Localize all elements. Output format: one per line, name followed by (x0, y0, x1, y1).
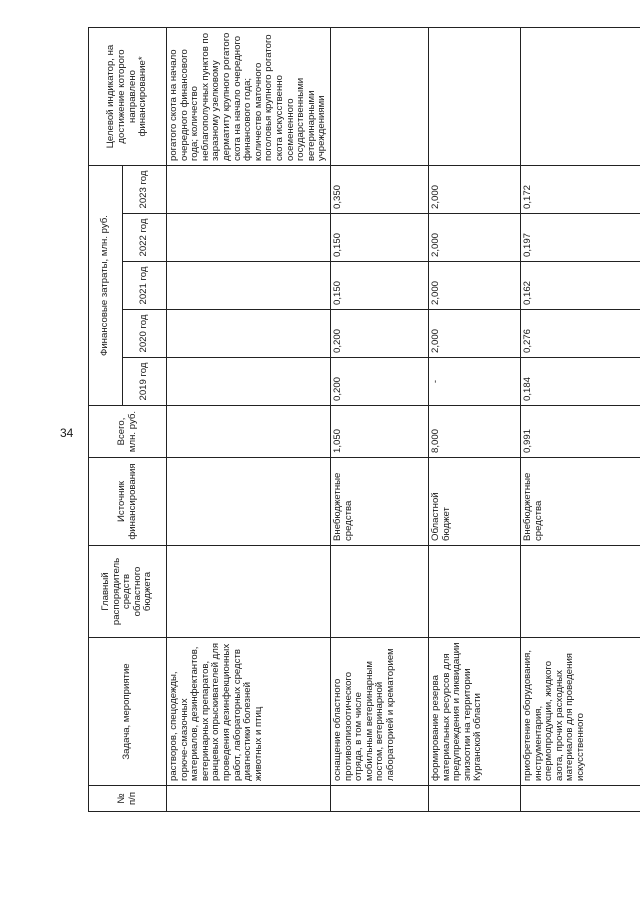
cell-2023 (167, 165, 331, 213)
cell-2022 (167, 214, 331, 262)
cell-total: 0,991 (520, 406, 640, 458)
cell-2019: - (428, 358, 520, 406)
page-number: 34 (60, 426, 74, 440)
table-row (520, 27, 640, 811)
cell-manager (520, 546, 640, 638)
cell-2022: 0,150 (330, 214, 428, 262)
header-source: Источник финансирования (89, 458, 167, 546)
cell-2021: 0,150 (330, 262, 428, 310)
cell-manager (330, 546, 428, 638)
cell-manager (167, 546, 331, 638)
cell-2023: 0,172 (520, 165, 640, 213)
cell-no (428, 786, 520, 812)
table-row (428, 27, 520, 811)
cell-indicator (428, 27, 520, 165)
header-2019: 2019 год (123, 358, 167, 406)
rotated-table-sheet (88, 28, 614, 812)
header-2023: 2023 год (123, 165, 167, 213)
cell-source (167, 458, 331, 546)
cell-indicator (520, 27, 640, 165)
cell-2020: 0,276 (520, 310, 640, 358)
cell-total (167, 406, 331, 458)
header-2022: 2022 год (123, 214, 167, 262)
financing-table (88, 27, 640, 812)
cell-source: Областной бюджет (428, 458, 520, 546)
header-manager: Главный распорядитель средств областного бюджета (89, 546, 167, 638)
cell-2021 (167, 262, 331, 310)
header-no: № п/п (89, 786, 167, 812)
cell-no (520, 786, 640, 812)
cell-2022: 2,000 (428, 214, 520, 262)
cell-2022: 0,197 (520, 214, 640, 262)
cell-2021: 0,162 (520, 262, 640, 310)
cell-2019: 0,184 (520, 358, 640, 406)
header-2021: 2021 год (123, 262, 167, 310)
cell-task: растворов, спецодежды, горюче-смазочных материалов, дезинфектантов, ветеринарных препаратов, ранцевых опрыскивателей для проведения дезинфекционных работ, лабораторных средств диагностики болезней животных и птиц (167, 638, 331, 786)
cell-indicator (330, 27, 428, 165)
cell-2020: 0,200 (330, 310, 428, 358)
cell-2019: 0,200 (330, 358, 428, 406)
cell-total: 8,000 (428, 406, 520, 458)
cell-2023: 2,000 (428, 165, 520, 213)
header-total: Всего, млн. руб. (89, 406, 167, 458)
cell-source: Внебюджетные средства (330, 458, 428, 546)
cell-total: 1,050 (330, 406, 428, 458)
cell-2021: 2,000 (428, 262, 520, 310)
cell-no (167, 786, 331, 812)
cell-no (330, 786, 428, 812)
header-costs-group: Финансовые затраты, млн. руб. (89, 165, 123, 405)
cell-source: Внебюджетные средства (520, 458, 640, 546)
header-2020: 2020 год (123, 310, 167, 358)
cell-task: оснащение областного противоэпизоотического отряда, в том числе мобильным ветеринарным постом, ветеринарной лабораторией и крематорием (330, 638, 428, 786)
cell-indicator: рогатого скота на начало очередного финансового года; количество неблагополучных пунктов по заразному узелковому дерматиту крупного рогатого скота на начало очередного финансового года; количество маточного поголовья крупного рогатого скота искусственно осемененного государственными ветеринарными учреждениями (167, 27, 331, 165)
cell-task: формирование резерва материальных ресурсов для предупреждения и ликвидации эпизоотии на территории Курганской области (428, 638, 520, 786)
cell-2019 (167, 358, 331, 406)
cell-task: приобретение оборудования, инструментария, спермопродукции, жидкого азота, прочих расходных материалов для проведения искусственного (520, 638, 640, 786)
cell-2023: 0,350 (330, 165, 428, 213)
table-row (167, 27, 331, 811)
header-task: Задача, мероприятие (89, 638, 167, 786)
table-row (330, 27, 428, 811)
cell-manager (428, 546, 520, 638)
header-row (89, 27, 123, 811)
header-indicator: Целевой индикатор, на достижение которого направлено финансирование* (89, 27, 167, 165)
cell-2020: 2,000 (428, 310, 520, 358)
cell-2020 (167, 310, 331, 358)
